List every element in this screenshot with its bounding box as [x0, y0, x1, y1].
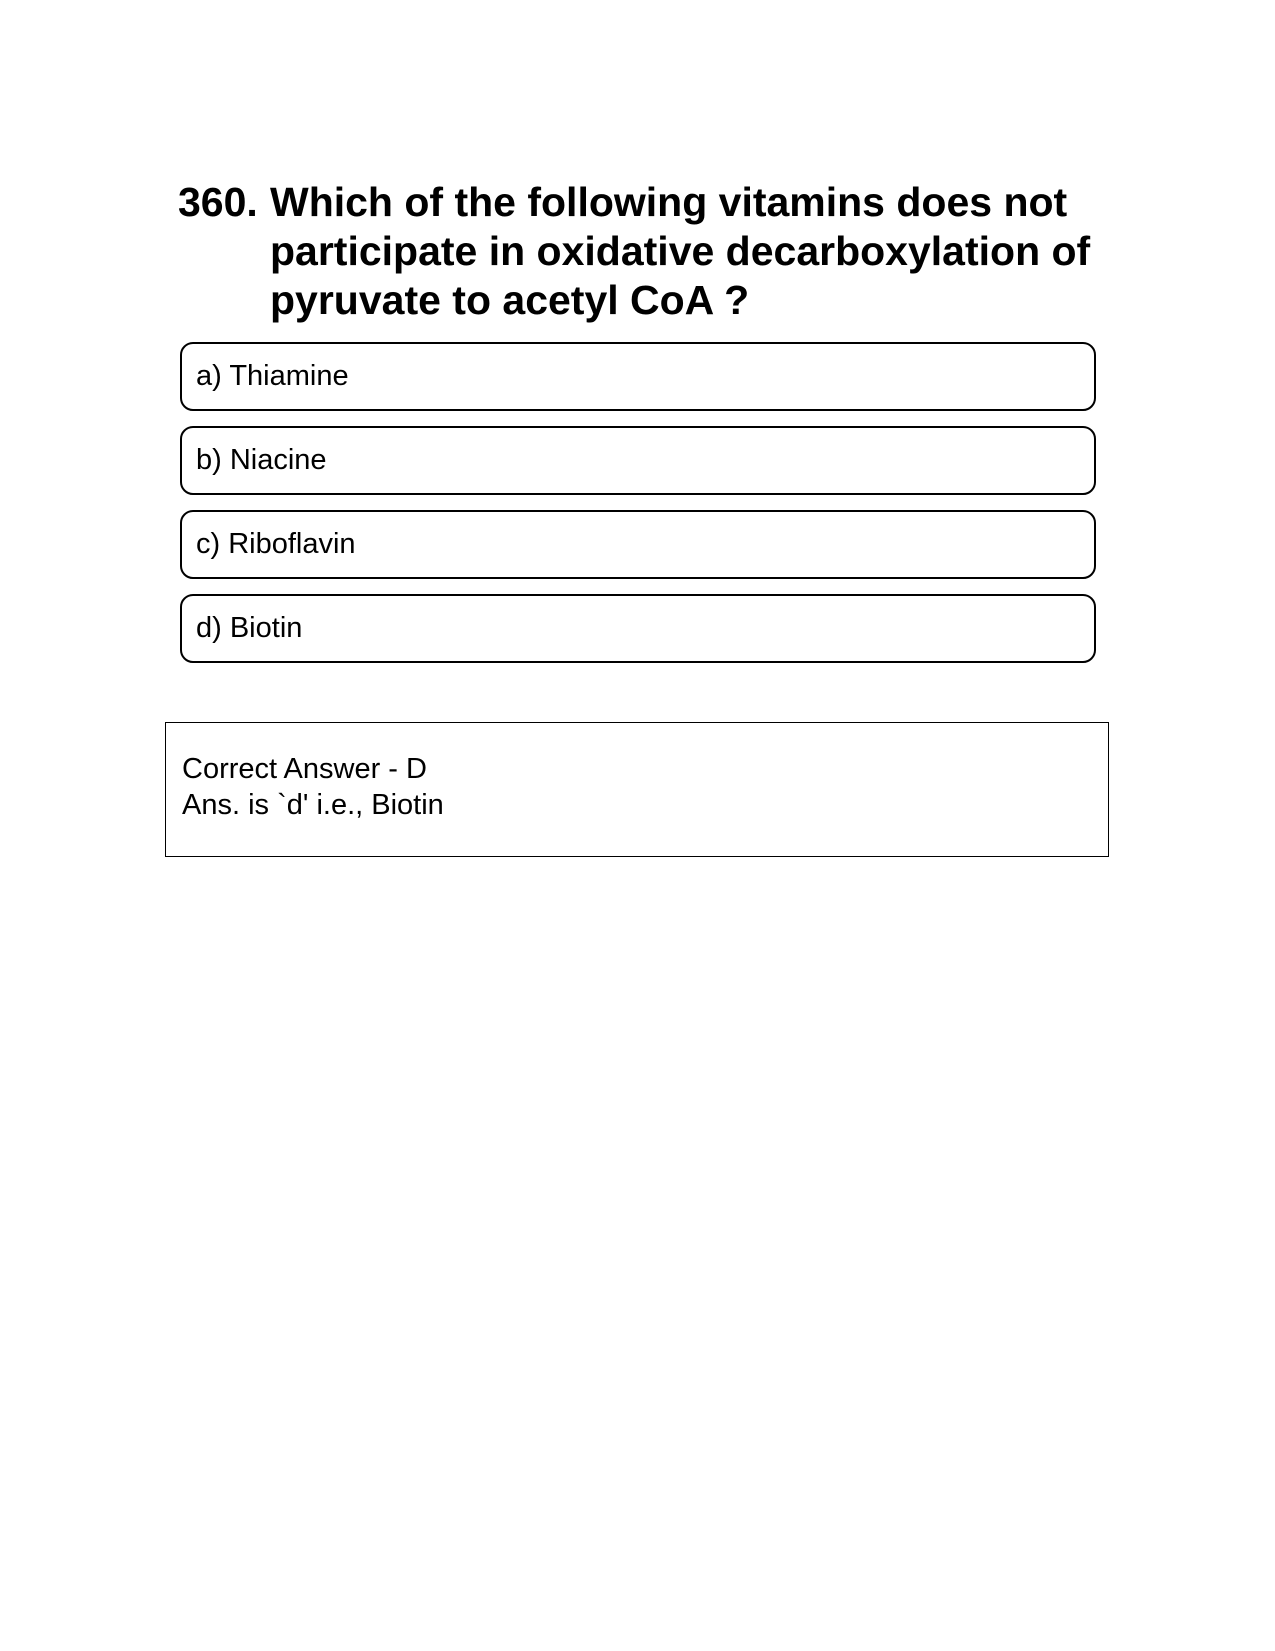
option-a[interactable]: a) Thiamine	[180, 342, 1096, 411]
correct-answer: Correct Answer - D	[182, 753, 427, 785]
options-list	[180, 342, 1096, 678]
option-b[interactable]: b) Niacine	[180, 426, 1096, 495]
question-text: Which of the following vitamins does not participate in oxidative decarboxylation of pyruvate to acetyl CoA ?	[270, 179, 1091, 323]
question-number: 360.	[178, 179, 258, 225]
answer-explanation: Ans. is `d' i.e., Biotin	[182, 789, 444, 821]
question	[178, 178, 1098, 325]
option-d[interactable]: d) Biotin	[180, 594, 1096, 663]
option-c[interactable]: c) Riboflavin	[180, 510, 1096, 579]
answer-box	[165, 722, 1109, 857]
